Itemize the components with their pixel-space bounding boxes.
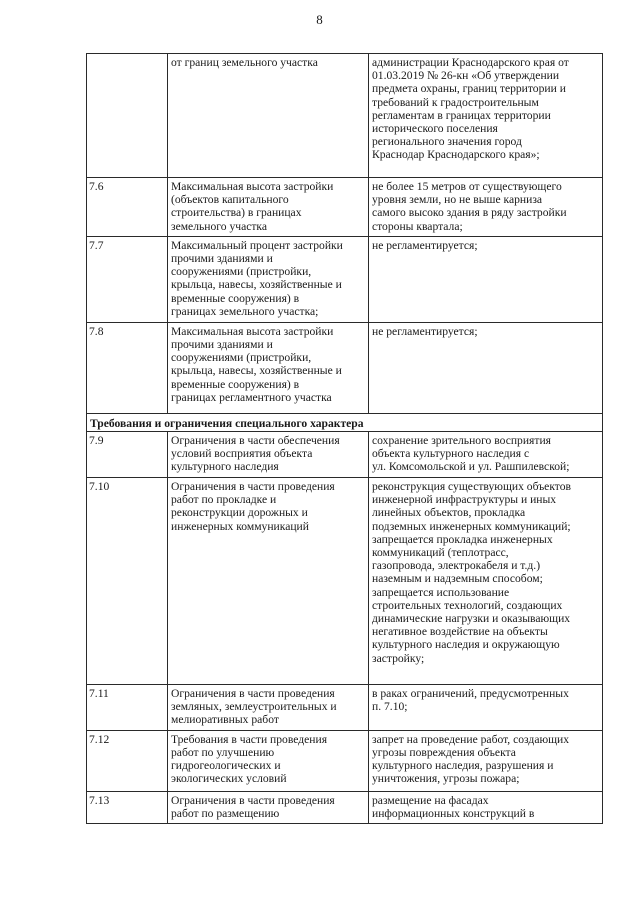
row-number: 7.12 [87, 730, 168, 791]
table-row [87, 178, 603, 237]
row-number: 7.11 [87, 685, 168, 731]
row-number: 7.6 [87, 178, 168, 237]
table-row [87, 322, 603, 413]
parameter-value: не более 15 метров от существующего уровня земли, но не выше карниза самого высоко здания в ряду застройки стороны квартала; [369, 178, 603, 237]
regulations-table [86, 53, 603, 824]
parameter-value: размещение на фасадах информационных конструкций в [369, 791, 603, 823]
table-row [87, 54, 603, 178]
parameter-value: администрации Краснодарского края от 01.03.2019 № 26-кн «Об утверждении предмета охраны, границ территории и требований к градостроительным регламентам в границах территории исторического поселения регионального значения город Краснодар Краснодарского края»; [369, 54, 603, 178]
table-row [87, 236, 603, 322]
row-number: 7.7 [87, 236, 168, 322]
parameter-value: реконструкция существующих объектов инженерной инфраструктуры и иных линейных объектов, прокладка подземных инженерных коммуникаций; запрещается прокладка инженерных коммуникаций (теплотрасс, газопровода, электрокабеля и т.д.) наземным и надземным способом; запрещается использование строительных технологий, создающих динамические нагрузки и оказывающих негативное воздействие на объекты культурного наследия и окружающую застройку; [369, 478, 603, 685]
parameter-name: Ограничения в части проведения земляных, землеустроительных и мелиоративных работ [168, 685, 369, 731]
parameter-value: не регламентируется; [369, 236, 603, 322]
parameter-value: запрет на проведение работ, создающих угрозы повреждения объекта культурного наследия, разрушения и уничтожения, угрозы пожара; [369, 730, 603, 791]
parameter-value: сохранение зрительного восприятия объекта культурного наследия с ул. Комсомольской и ул. Рашпилевской; [369, 432, 603, 478]
table-row [87, 685, 603, 731]
parameter-value: в раках ограничений, предусмотренных п. 7.10; [369, 685, 603, 731]
parameter-name: Максимальная высота застройки прочими зданиями и сооружениями (пристройки, крыльца, навесы, хозяйственные и временные сооружения) в границах регламентного участка [168, 322, 369, 413]
parameter-value: не регламентируется; [369, 322, 603, 413]
row-number [87, 54, 168, 178]
parameter-name: Максимальная высота застройки (объектов капитального строительства) в границах земельного участка [168, 178, 369, 237]
row-number: 7.13 [87, 791, 168, 823]
parameter-name: Ограничения в части обеспечения условий восприятия объекта культурного наследия [168, 432, 369, 478]
row-number: 7.9 [87, 432, 168, 478]
page-number: 8 [316, 12, 323, 27]
table-row [87, 478, 603, 685]
row-number: 7.10 [87, 478, 168, 685]
section-header-row [87, 413, 603, 431]
table-row [87, 730, 603, 791]
parameter-name: Требования в части проведения работ по улучшению гидрогеологических и экологических условий [168, 730, 369, 791]
table-row [87, 432, 603, 478]
row-number: 7.8 [87, 322, 168, 413]
table-row [87, 791, 603, 823]
regulations-table-body [87, 54, 603, 824]
section-title: Требования и ограничения специального характера [87, 413, 603, 431]
parameter-name: Ограничения в части проведения работ по прокладке и реконструкции дорожных и инженерных коммуникаций [168, 478, 369, 685]
parameter-name: Ограничения в части проведения работ по размещению [168, 791, 369, 823]
parameter-name: Максимальный процент застройки прочими зданиями и сооружениями (пристройки, крыльца, навесы, хозяйственные и временные сооружения) в границах земельного участка; [168, 236, 369, 322]
parameter-name: от границ земельного участка [168, 54, 369, 178]
